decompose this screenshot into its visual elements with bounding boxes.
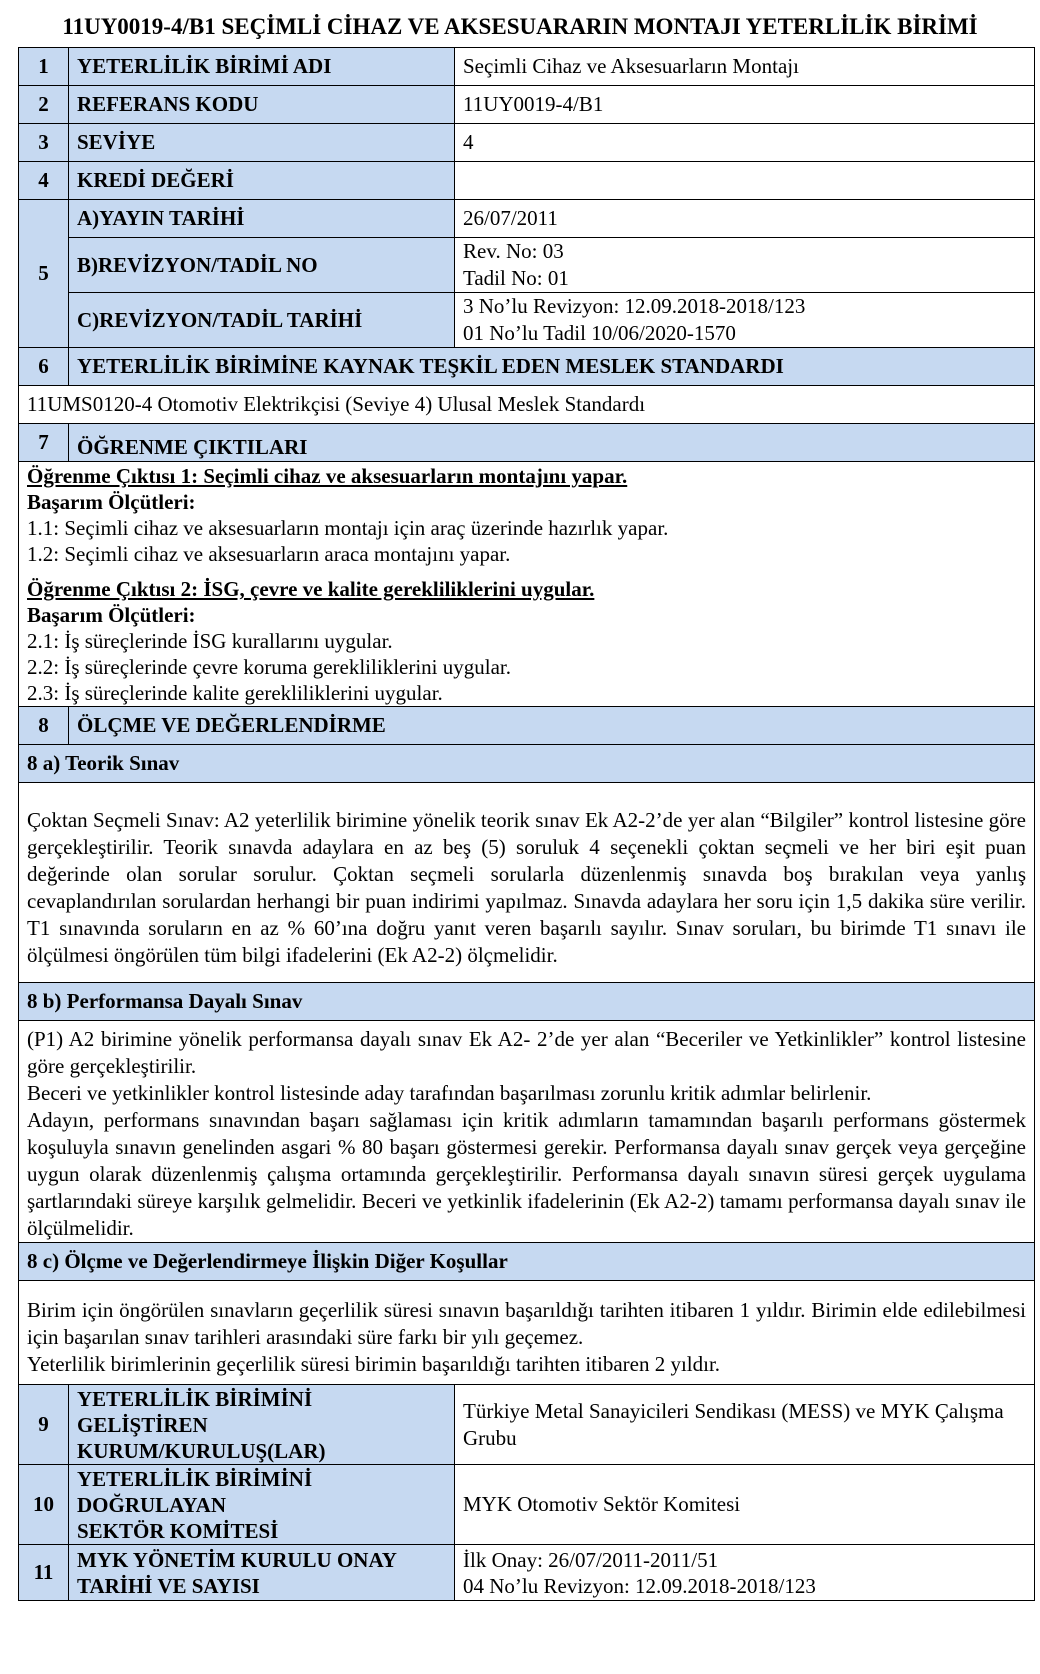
row-label: KREDİ DEĞERİ (69, 162, 455, 200)
qualification-unit-table (18, 47, 1035, 1601)
row-credit (19, 162, 1035, 200)
label-line: GELİŞTİREN (77, 1412, 208, 1437)
paragraph: (P1) A2 birimine yönelik performansa dayalı sınav Ek A2- 2’de yer alan “Beceriler ve Yetkinlikler” kontrol listesine göre gerçekleştirilir. (27, 1027, 1026, 1078)
criterion-item: 2.1: İş süreçlerinde İSG kurallarını uygular. (27, 629, 393, 653)
row-level (19, 124, 1035, 162)
criterion-item: 1.1: Seçimli cihaz ve aksesuarların montajı için araç üzerinde hazırlık yapar. (27, 516, 669, 540)
row-label: A)YAYIN TARİHİ (69, 200, 455, 238)
row-learning-outcomes (19, 462, 1035, 707)
section-title: ÖĞRENME ÇIKTILARI (69, 424, 1035, 462)
row-label (69, 1385, 455, 1465)
row-number: 9 (19, 1385, 69, 1465)
row-learning-outcomes-header (19, 424, 1035, 462)
row-label: C)REVİZYON/TADİL TARİHİ (69, 293, 455, 348)
row-developer (19, 1385, 1035, 1465)
label-line: DOĞRULAYAN (77, 1492, 226, 1517)
document-title: 11UY0019-4/B1 SEÇİMLİ CİHAZ VE AKSESUARARIN MONTAJI YETERLİLİK BİRİMİ (62, 14, 978, 39)
revision-approval: 04 No’lu Revizyon: 12.09.2018-2018/123 (463, 1573, 816, 1598)
row-number: 1 (19, 48, 69, 86)
row-value (455, 293, 1035, 348)
row-assessment-header (19, 707, 1035, 745)
paragraph: Birim için öngörülen sınavların geçerlilik süresi sınavın başarıldığı tarihten itibaren 1 yıldır. Birimin elde edilebilmesi için başarılan sınav tarihleri arasındaki süre farkı bir yılı geçemez. (27, 1298, 1026, 1349)
row-label: B)REVİZYON/TADİL NO (69, 238, 455, 293)
row-value (455, 1545, 1035, 1601)
amendment-no: Tadil No: 01 (463, 266, 569, 290)
label-line: MYK YÖNETİM KURULU ONAY (77, 1547, 397, 1572)
revision-date: 3 No’lu Revizyon: 12.09.2018-2018/123 (463, 294, 806, 318)
row-number: 11 (19, 1545, 69, 1601)
paragraph: Beceri ve yetkinlikler kontrol listesinde aday tarafından başarılması zorunlu kritik adımlar belirlenir. (27, 1081, 872, 1105)
criterion-item: 1.2: Seçimli cihaz ve aksesuarların araca montajını yapar. (27, 542, 511, 566)
learning-outcome-2-title: Öğrenme Çıktısı 2: İSG, çevre ve kalite gerekliliklerini uygular. (27, 577, 595, 601)
row-value (455, 238, 1035, 293)
row-other-conditions-header (19, 1243, 1035, 1281)
row-publish-date (19, 200, 1035, 238)
row-number: 4 (19, 162, 69, 200)
row-value (455, 162, 1035, 200)
first-approval: İlk Onay: 26/07/2011-2011/51 (463, 1547, 719, 1572)
label-line: YETERLİLİK BİRİMİNİ (77, 1386, 313, 1411)
criteria-label: Başarım Ölçütleri: (27, 490, 196, 514)
section-title: ÖLÇME VE DEĞERLENDİRME (69, 707, 1035, 745)
row-reference-code (19, 86, 1035, 124)
row-value: Türkiye Metal Sanayicileri Sendikası (MESS) ve MYK Çalışma Grubu (455, 1385, 1035, 1465)
row-value: 26/07/2011 (455, 200, 1035, 238)
learning-outcomes-content (19, 462, 1035, 707)
subsection-title: 8 a) Teorik Sınav (19, 745, 1035, 783)
row-number: 3 (19, 124, 69, 162)
criterion-item: 2.3: İş süreçlerinde kalite gerekliliklerini uygular. (27, 681, 443, 705)
subsection-title: 8 c) Ölçme ve Değerlendirmeye İlişkin Diğer Koşullar (19, 1243, 1035, 1281)
row-revision-date (19, 293, 1035, 348)
row-label: YETERLİLİK BİRİMİ ADI (69, 48, 455, 86)
row-value: MYK Otomotiv Sektör Komitesi (455, 1465, 1035, 1545)
row-theory-exam-header (19, 745, 1035, 783)
row-label (69, 1545, 455, 1601)
row-value: 4 (455, 124, 1035, 162)
row-theory-exam (19, 783, 1035, 983)
row-value: Seçimli Cihaz ve Aksesuarların Montajı (455, 48, 1035, 86)
row-number: 7 (19, 424, 69, 462)
row-source-standard-header (19, 348, 1035, 386)
row-performance-exam (19, 1021, 1035, 1243)
row-number: 8 (19, 707, 69, 745)
paragraph: Yeterlilik birimlerinin geçerlilik süresi birimin başarıldığı tarihten itibaren 2 yıldır. (27, 1352, 721, 1376)
row-number: 2 (19, 86, 69, 124)
row-number: 5 (19, 200, 69, 348)
row-other-conditions (19, 1281, 1035, 1385)
performance-exam-content (19, 1021, 1035, 1243)
row-revision-no (19, 238, 1035, 293)
label-line: SEKTÖR KOMİTESİ (77, 1518, 279, 1543)
row-source-standard-value (19, 386, 1035, 424)
row-verifier (19, 1465, 1035, 1545)
theory-exam-text: Çoktan Seçmeli Sınav: A2 yeterlilik birimine yönelik teorik sınav Ek A2-2’de yer alan “Bilgiler” kontrol listesine göre gerçekleştirilir. Teorik sınavda adaylara en az beş (5) soruluk 4 seçenekli çoktan seçmeli ve her biri eşit puan değerinde olan sorular sorulur. Çoktan seçmeli sorularla düzenlenmiş sınavda boş bırakılan veya yanlış cevaplandırılan sorulardan herhangi bir puan indirimi yapılmaz. Sınavda adaylara her soru için 1,5 dakika süre verilir. T1 sınavında soruların en az % 60’ına doğru yanıt veren başarılı sayılır. Sınav soruları, bu birimde T1 sınavı ile ölçülmesi öngörülen tüm bilgi ifadelerini (Ek A2-2) ölçmelidir. (19, 783, 1035, 983)
row-label (69, 1465, 455, 1545)
source-standard: 11UMS0120-4 Otomotiv Elektrikçisi (Seviye 4) Ulusal Meslek Standardı (19, 386, 1035, 424)
criteria-label: Başarım Ölçütleri: (27, 603, 196, 627)
row-performance-exam-header (19, 983, 1035, 1021)
paragraph: Adayın, performans sınavından başarı sağlaması için kritik adımların tamamından başarılı performans göstermek koşuluyla sınavın genelinden asgari % 80 başarı göstermesi gerekir. Performansa dayalı sınav gerçek veya gerçeğine uygun olarak düzenlenmiş çalışma ortamında gerçekleştirilir. Performansa dayalı sınavın süresi gerçek uygulama şartlarındaki süreye karşılık gelmelidir. Beceri ve yetkinlik ifadelerinin (Ek A2-2) tamamı performansa dayalı sınav ile ölçülmelidir. (27, 1108, 1026, 1240)
criterion-item: 2.2: İş süreçlerinde çevre koruma gerekliliklerini uygular. (27, 655, 511, 679)
row-number: 10 (19, 1465, 69, 1545)
row-unit-name (19, 48, 1035, 86)
other-conditions-content (19, 1281, 1035, 1385)
row-number: 6 (19, 348, 69, 386)
row-label: REFERANS KODU (69, 86, 455, 124)
learning-outcome-1-title: Öğrenme Çıktısı 1: Seçimli cihaz ve aksesuarların montajını yapar. (27, 464, 628, 488)
row-label: SEVİYE (69, 124, 455, 162)
revision-no: Rev. No: 03 (463, 239, 564, 263)
row-approval (19, 1545, 1035, 1601)
label-line: YETERLİLİK BİRİMİNİ (77, 1466, 313, 1491)
section-title: YETERLİLİK BİRİMİNE KAYNAK TEŞKİL EDEN MESLEK STANDARDI (69, 348, 1035, 386)
subsection-title: 8 b) Performansa Dayalı Sınav (19, 983, 1035, 1021)
amendment-date: 01 No’lu Tadil 10/06/2020-1570 (463, 321, 736, 345)
label-line: KURUM/KURULUŞ(LAR) (77, 1438, 326, 1463)
row-value: 11UY0019-4/B1 (455, 86, 1035, 124)
label-line: TARİHİ VE SAYISI (77, 1573, 260, 1598)
